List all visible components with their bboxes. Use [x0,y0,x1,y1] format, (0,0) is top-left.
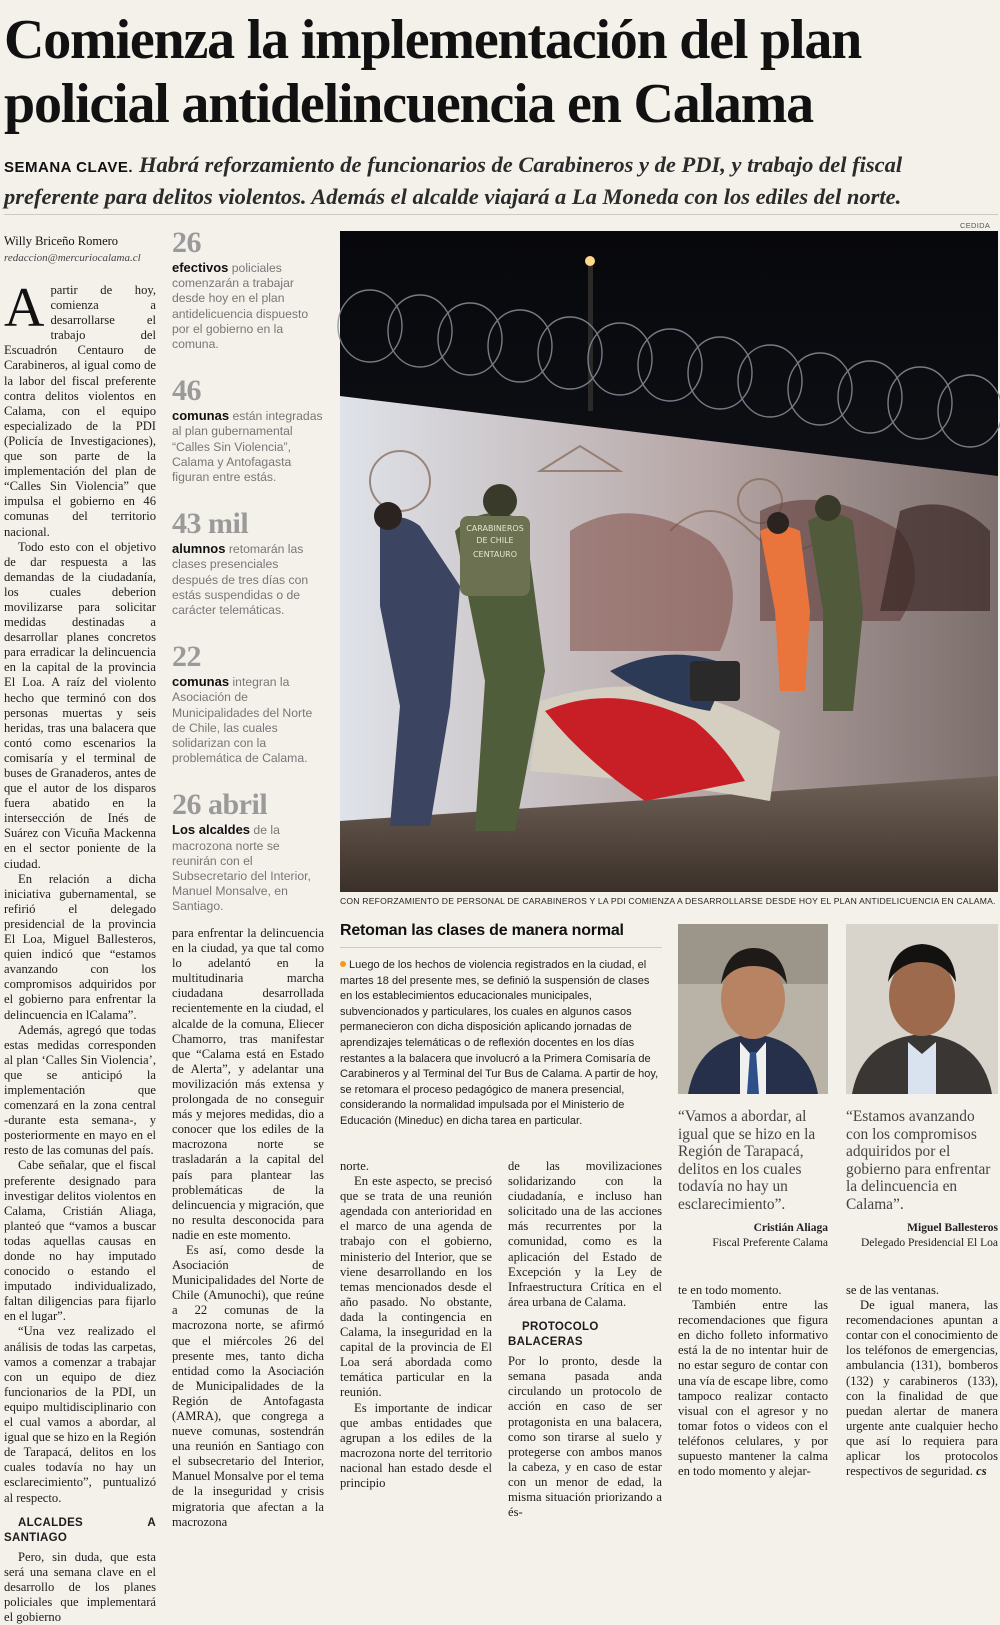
box-title: Retoman las clases de manera normal [340,922,624,939]
paragraph: Por lo pronto, desde la semana pasada anda circulando un protocolo de acción en caso de ser protagonista en una balacera, como son tirarse al suelo y protegerse con ambos manos la cabeza, y en caso de estar con un menor de edad, la misma situación priorizando a és- [508,1354,662,1520]
paragraph: te en todo momento. [678,1283,782,1297]
quote-role: Delegado Presidencial El Loa [861,1237,998,1249]
paragraph: También entre las recomendaciones que figura en dicho folleto informativo está la de no intentar huir de no estar seguro de contar con una vía de escape libre, como tampoco realizar contacto visual con el agresor y no tomar fotos o videos con el teléfonos celulares, y por supuesto mantener la calma en todo momento y alejar- [678,1298,828,1479]
vest-text: CENTAURO [472,550,518,559]
fact-number: 22 [172,640,201,674]
fact-text: efectivos policiales comenzarán a trabajar desde hoy en el plan antidelicuencia dispuesto por el gobierno en la comuna. [172,260,309,352]
paragraph: norte. [340,1159,370,1173]
fact-number: 26 [172,226,201,259]
fact-item [172,507,324,618]
fact-item [172,640,324,766]
deck-kicker: SEMANA CLAVE. [4,159,134,176]
deck-text: Habrá reforzamiento de funcionarios de Carabineros y de PDI, y trabajo del fiscal preferente para delitos violentos. Además el alcalde viajará a La Moneda con los ediles del norte. [4,152,903,209]
paragraph: Cabe señalar, que el fiscal preferente designado para investigar delitos violentos en Calama, Cristián Aliaga, planteó que “vamos a buscar todas aquellas causas en donde no hay imputado conocido o estando el imputado individualizado, faltan diligencias para fijarlo en el lugar”. [4,1158,156,1324]
portrait-aliaga [678,924,828,1094]
paragraph: “Una vez realizado el análisis de todas las carpetas, vamos a comenzar a trabajar con un equipo de diez funcionarios de la PDI, un equipo multidisciplinario con el cual vamos a abordar, al igual que se hizo en la Región de Tarapacá, delitos en los cuales todavía no hay un esclarecimiento”, puntualizó al respecto. [4,1324,156,1505]
quote-name: Miguel Ballesteros [907,1222,998,1234]
subhead-alcaldes: ALCALDES A SANTIAGO [4,1516,156,1544]
box-body: Luego de los hechos de violencia registrados en la ciudad, el martes 18 del presente mes, se definió la suspensión de clases en los establecimientos educacionales municipales, subvencionados y particulares, los cuales en algunos casos permanecieron con dicha disposición aplicando jornadas de aprendizajes telemáticas o de reflexión docentes en los días restantes a la balacera que involucró a la Primera Comisaría de Carabineros y al Terminal del Tur Bus de Calama. A partir de hoy, se retomara el proceso pedagógico de manera presencial, considerando la normalidad impulsada por el Ministerio de Educación (Mineduc) en dicha tarea en particular. [340,959,659,1127]
bullet-dot-icon [340,961,346,967]
paragraph: En relación a dicha iniciativa gubernamental, se refirió el delegado presidencial de la provincia El Loa, Miguel Ballesteros, quien indicó que “estamos avanzando con los compromisos adquiridos por el gobierno para enfrentar la delincuencia en lCalama”. [4,871,156,1022]
portrait-ballesteros [846,924,998,1094]
box-divider [340,947,662,948]
paragraph: Además, agregó que todas estas medidas corresponden al plan ‘Calles Sin Violencia’, que se anticipó la implementación que comenzará en la zona central -durante esta semana-, y posteriormente en mayo en el resto de las comunas del país. [4,1022,156,1158]
fact-number: 26 abril [172,788,268,822]
article-column-1 [4,277,156,1625]
vest-text: DE CHILE [476,536,514,545]
top-divider [4,214,998,215]
paragraph: Todo esto con el objetivo de dar respuesta a las demandas de la ciudadanía, los cuales deberion movilizarse para solicitar medidas destinadas a desarrollar planes concretos para erradicar la delincuencia en la capital de la provincia El Loa. A raíz del violento hecho que terminó con dos personas muertas y seis heridas, tras una balacera que contó como escenarios la comisaría y el terminal de buses de Granaderos, antes de que el autor de los disparos fuera abatido en la intersección de Inés de Suárez con Vicuña Mackenna en el sector poniente de la ciudad. [4,539,156,871]
byline [4,234,164,264]
pull-quote: “Estamos avanzando con los compromisos adquiridos por el gobierno para enfrentar la delincuencia en Calama”. [846,1108,991,1213]
paragraph: de las movilizaciones solidarizando con la ciudadanía, e incluso han solicitado una de las acciones más recurrentes por la comunidad, como es la aplicación del Estado de Excepción y la Ley de Infraestructura Crítica en el área urbana de Calama. [508,1159,662,1309]
paragraph: En este aspecto, se precisó que se trata de una reunión agendada con anterioridad en el marco de una agenda de trabajo con el gobierno, ministerio del Interior, que se viene desarrollando en los temas mencionados desde el año pasado. No obstante, dada la contingencia en Calama, la inseguridad en la capital de la provincia de El Loa será abordada como temática particular en la reunión. [340,1174,492,1400]
fact-item [172,374,324,485]
paragraph: Pero, sin duda, que esta será una semana clave en el desarrollo de los planes policiales que implementará el gobierno [4,1549,156,1625]
quote-attribution [846,1222,998,1249]
paragraph: se de las ventanas. [846,1283,940,1297]
headline: Comienza la implementación del plan policial antidelincuencia en Calama [4,9,862,135]
fact-text: alumnos retomarán las clases presenciales después de tres días con estás suspendidas o de carácter telemáticas. [172,541,309,618]
fact-text: Los alcaldes de la macrozona norte se reunirán con el Subsecretario del Interior, Manuel Monsalve, en Santiago. [172,822,311,914]
article-column-5 [678,1283,828,1479]
article-column-2 [172,926,324,1530]
end-mark: cs [976,1464,987,1479]
article-column-3 [340,1159,492,1491]
paragraph: Apartir de hoy, comienza a desarrollarse el trabajo del Escuadrón Centauro de Carabineros, al igual como de la labor del fiscal preferente contra delitos violentos en Calama, con el equipo especializado de la PDI (Policía de Investigaciones), que son parte de la implementación del plan de “Calles Sin Violencia” que impulsa el gobierno en 46 comunas del territorio nacional. [4,277,156,539]
quote-role: Fiscal Preferente Calama [712,1237,828,1249]
quote-name: Cristián Aliaga [753,1222,828,1234]
fact-item [172,788,324,914]
byline-name: Willy Briceño Romero [4,234,119,248]
main-photo [340,231,998,892]
byline-email: redaccion@mercuriocalama.cl [4,252,141,264]
paragraph: Es importante de indicar que ambas entidades que agrupan a los ediles de la macrozona norte del territorio nacional han estado desde el principio [340,1400,492,1490]
fact-number: 46 [172,374,201,408]
quote-attribution [678,1222,828,1249]
photo-caption: CON REFORZAMIENTO DE PERSONAL DE CARABINEROS Y LA PDI COMIENZA A DESARROLLARSE DESDE HOY EL PLAN ANTIDELICUENCIA EN CALAMA. [340,896,996,906]
deck [4,150,996,211]
vest-text: CARABINEROS [466,524,524,533]
subhead-protocolo: PROTOCOLO BALACERAS [508,1320,599,1349]
paragraph: Es así, como desde la Asociación de Municipalidades del Norte de Chile (Amunochi), que reúne a 22 comunas de la macrozona norte, se afirmó que el miércoles 26 del presente mes, tanto dicha entidad como la Asociación de Municipalidades de la Región de Antofagasta (AMRA), que congrega a nueve comunas, sostendrán una reunión en Santiago con el subsecretario del Interior, Manuel Monsalve por el tema de la inseguridad y crisis migratoria que afectan a la macrozona [172,1242,324,1529]
paragraph: para enfrentar la delincuencia en la ciudad, ya que tal como lo adelantó en la multitudinaria marcha ciudadana desarrollada recientemente en la ciudad, el alcalde de la comuna, Eliecer Chamorro, tras manifestar que “Calama está en Estado de Alerta”, y adelantar una movilización más extensa y prolongada de no conseguir más y mejores medidas, dio a conocer que los ediles de la macrozona norte se trasladarán a la capital del país para plantear las problemáticas de la delincuencia y migración, que no resulta desconocida para nadie en este momento. [172,926,324,1242]
article-column-4 [508,1159,662,1520]
photo-credit: CEDIDA [960,221,991,230]
paragraph: De igual manera, las recomendaciones apuntan a contar con el conocimiento de los teléfonos de emergencias, ambulancia (131), bomberos (132) y carabineros (133), con la finalidad de que puedan alertar de manera urgente ante cualquier hecho que así lo requiera para aplicar los protocolos respectivos de seguridad. cs [846,1298,998,1479]
drop-cap: A [4,277,45,339]
fact-item [172,226,324,352]
article-column-6 [846,1283,998,1479]
fact-text: comunas están integradas al plan gubernamental “Calles Sin Violencia”, Calama y Antofagasta figuran entre estás. [172,408,323,485]
pull-quote: “Vamos a abordar, al igual que se hizo en la Región de Tarapacá, delitos en los cuales todavía no hay un esclarecimiento”. [678,1108,816,1213]
fact-text: comunas integran la Asociación de Municipalidades del Norte de Chile, las cuales solidarizan con la problemática de Calama. [172,674,313,766]
facts-sidebar [172,226,324,937]
fact-number: 43 mil [172,507,249,541]
